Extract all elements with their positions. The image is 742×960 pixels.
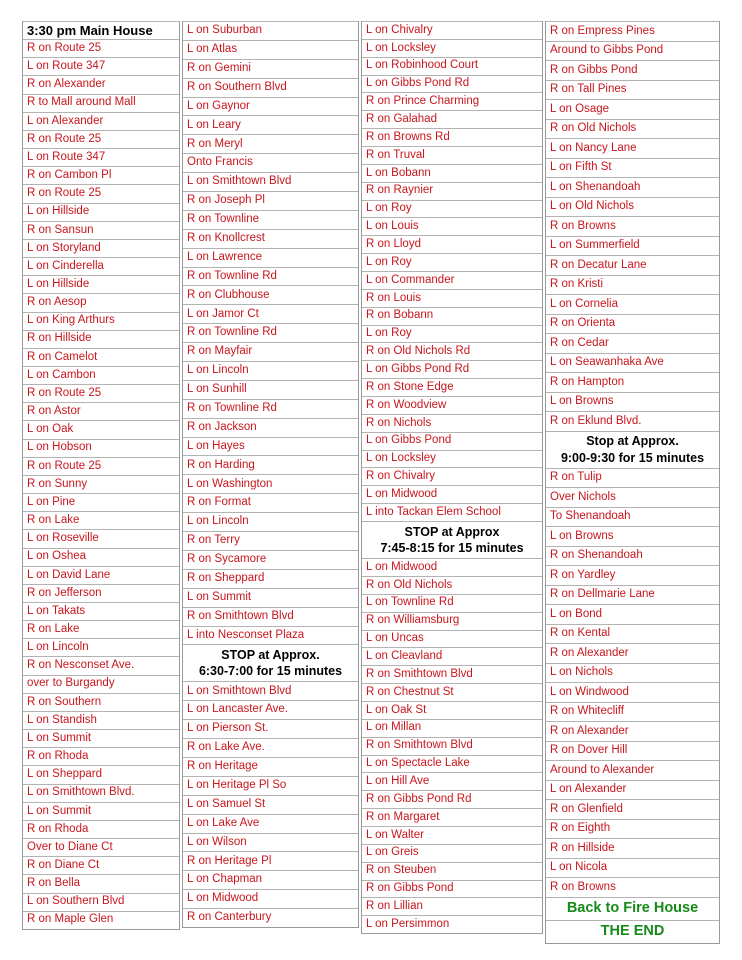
direction-row: R on Joseph Pl <box>183 191 358 210</box>
direction-row: R on Canterbury <box>183 908 358 927</box>
direction-row: R on Decatur Lane <box>546 255 719 275</box>
direction-row: L on Cleavland <box>362 647 542 665</box>
direction-row: over to Burgandy <box>23 675 179 693</box>
direction-row: R on Cedar <box>546 333 719 353</box>
direction-row: L on Browns <box>546 526 719 546</box>
direction-row: R on Old Nichols Rd <box>362 342 542 360</box>
direction-row: L on Lancaster Ave. <box>183 700 358 719</box>
direction-row: R on Eighth <box>546 819 719 839</box>
direction-row: R on Lake <box>23 511 179 529</box>
direction-row: L on Uncas <box>362 630 542 648</box>
direction-row: L on Gibbs Pond <box>362 432 542 450</box>
direction-row: R on Margaret <box>362 808 542 826</box>
direction-row: Onto Francis <box>183 153 358 172</box>
direction-row: L on Takats <box>23 602 179 620</box>
direction-row: L on Route 347 <box>23 148 179 166</box>
direction-row: L on Hobson <box>23 439 179 457</box>
direction-row: R on Whitecliff <box>546 702 719 722</box>
direction-row: R on Route 25 <box>23 39 179 57</box>
direction-row: R on Gibbs Pond Rd <box>362 790 542 808</box>
direction-row: R on Chivalry <box>362 467 542 485</box>
direction-row: R on Yardley <box>546 565 719 585</box>
direction-row: L on Cornelia <box>546 294 719 314</box>
direction-row: R on Harding <box>183 455 358 474</box>
direction-row: L on Lake Ave <box>183 814 358 833</box>
direction-row: R on Mayfair <box>183 342 358 361</box>
direction-row: L on Nicola <box>546 858 719 878</box>
direction-row: Around to Gibbs Pond <box>546 41 719 61</box>
direction-row: R to Mall around Mall <box>23 94 179 112</box>
route-end-label: Back to Fire House <box>546 897 719 920</box>
direction-row: L on Southern Blvd <box>23 893 179 911</box>
stop-notice <box>183 644 358 681</box>
direction-row: R on Empress Pines <box>546 21 719 41</box>
direction-row: R on Astor <box>23 402 179 420</box>
direction-row: L on Louis <box>362 217 542 235</box>
direction-row: R on Old Nichols <box>362 576 542 594</box>
direction-row: L on Browns <box>546 392 719 412</box>
direction-row: R on Steuben <box>362 862 542 880</box>
direction-row: L on Cinderella <box>23 257 179 275</box>
direction-row: R on Townline Rd <box>183 267 358 286</box>
direction-row: L on Summit <box>23 729 179 747</box>
direction-row: L on Oak <box>23 420 179 438</box>
direction-row: L on Route 347 <box>23 57 179 75</box>
direction-row: R on Jackson <box>183 418 358 437</box>
direction-row: R on Hillside <box>546 838 719 858</box>
direction-row: L on King Arthurs <box>23 312 179 330</box>
direction-row: R on Townline <box>183 210 358 229</box>
direction-row: R on Nesconset Ave. <box>23 656 179 674</box>
direction-row: L on Nichols <box>546 663 719 683</box>
direction-row: R on Browns <box>546 216 719 236</box>
direction-row: L on Lincoln <box>23 638 179 656</box>
direction-row: L on Smithtown Blvd <box>183 681 358 700</box>
direction-row: R on Rhoda <box>23 747 179 765</box>
direction-row: L on Alexander <box>546 780 719 800</box>
direction-row: R on Browns Rd <box>362 128 542 146</box>
direction-row: L on Windwood <box>546 682 719 702</box>
direction-row: R on Prince Charming <box>362 92 542 110</box>
direction-row: L on Spectacle Lake <box>362 755 542 773</box>
direction-row: R on Orienta <box>546 314 719 334</box>
direction-row: R on Townline Rd <box>183 399 358 418</box>
direction-row: R on Diane Ct <box>23 856 179 874</box>
direction-row: L on Midwood <box>183 889 358 908</box>
direction-row: R on Cambon Pl <box>23 166 179 184</box>
direction-row: L on Gibbs Pond Rd <box>362 360 542 378</box>
direction-row: L on Cambon <box>23 366 179 384</box>
stop-notice-line2: 6:30-7:00 for 15 minutes <box>198 664 343 679</box>
direction-row: L on David Lane <box>23 566 179 584</box>
direction-row: R on Alexander <box>546 721 719 741</box>
direction-row: L on Chapman <box>183 870 358 889</box>
direction-row: Over Nichols <box>546 487 719 507</box>
direction-row: R on Nichols <box>362 414 542 432</box>
direction-row: R on Gibbs Pond <box>362 880 542 898</box>
direction-row: L on Jamor Ct <box>183 304 358 323</box>
direction-row: R on Route 25 <box>23 184 179 202</box>
direction-row: L on Roy <box>362 200 542 218</box>
direction-row: L on Heritage Pl So <box>183 776 358 795</box>
direction-row: L on Commander <box>362 271 542 289</box>
direction-row: R on Clubhouse <box>183 285 358 304</box>
direction-row: L on Hill Ave <box>362 772 542 790</box>
direction-row: R on Heritage Pl <box>183 851 358 870</box>
stop-notice-line2: 7:45-8:15 for 15 minutes <box>380 541 524 556</box>
direction-row: L on Summit <box>183 588 358 607</box>
direction-row: L on Lawrence <box>183 248 358 267</box>
direction-row: L on Roy <box>362 253 542 271</box>
direction-row: L on Locksley <box>362 39 542 57</box>
direction-row: L on Alexander <box>23 112 179 130</box>
direction-row: R on Lake Ave. <box>183 738 358 757</box>
direction-row: R on Eklund Blvd. <box>546 411 719 431</box>
direction-row: R on Camelot <box>23 348 179 366</box>
direction-row: L on Standish <box>23 711 179 729</box>
direction-row: R on Hampton <box>546 372 719 392</box>
direction-row: R on Gemini <box>183 59 358 78</box>
direction-row: R on Bella <box>23 874 179 892</box>
direction-row: R on Shenandoah <box>546 546 719 566</box>
direction-row: R on Chestnut St <box>362 683 542 701</box>
direction-row: L on Gibbs Pond Rd <box>362 75 542 93</box>
direction-row: R on Lake <box>23 620 179 638</box>
direction-row: R on Tall Pines <box>546 80 719 100</box>
stop-notice-line1: Stop at Approx. <box>586 434 679 449</box>
direction-row: R on Kental <box>546 624 719 644</box>
direction-row: L on Bobann <box>362 164 542 182</box>
direction-row: R on Williamsburg <box>362 612 542 630</box>
direction-row: L on Hayes <box>183 437 358 456</box>
direction-row: L on Roy <box>362 325 542 343</box>
direction-row: L on Sheppard <box>23 765 179 783</box>
direction-row: R on Kristi <box>546 275 719 295</box>
direction-row: R on Raynier <box>362 182 542 200</box>
direction-row: L on Oshea <box>23 548 179 566</box>
direction-row: Around to Alexander <box>546 760 719 780</box>
direction-row: R on Southern <box>23 693 179 711</box>
direction-row: L on Chivalry <box>362 21 542 39</box>
direction-row: L on Midwood <box>362 558 542 576</box>
direction-row: L on Atlas <box>183 40 358 59</box>
direction-row: R on Dover Hill <box>546 741 719 761</box>
direction-row: R on Old Nichols <box>546 119 719 139</box>
direction-row: R on Townline Rd <box>183 323 358 342</box>
direction-row: L on Walter <box>362 826 542 844</box>
direction-row: R on Glenfield <box>546 799 719 819</box>
direction-row: R on Jefferson <box>23 584 179 602</box>
direction-row: L on Hillside <box>23 275 179 293</box>
direction-row: R on Tulip <box>546 468 719 488</box>
direction-row: R on Smithtown Blvd <box>183 607 358 626</box>
stop-notice <box>362 521 542 558</box>
direction-row: L on Fifth St <box>546 158 719 178</box>
direction-row: L on Seawanhaka Ave <box>546 353 719 373</box>
direction-row: R on Route 25 <box>23 384 179 402</box>
direction-row: Over to Diane Ct <box>23 838 179 856</box>
direction-row: L on Smithtown Blvd <box>183 172 358 191</box>
direction-row: R on Lloyd <box>362 235 542 253</box>
direction-row: L on Shenandoah <box>546 177 719 197</box>
direction-row: L on Washington <box>183 474 358 493</box>
direction-row: L on Pierson St. <box>183 719 358 738</box>
route-start-header: 3:30 pm Main House <box>23 21 179 39</box>
direction-row: R on Galahad <box>362 110 542 128</box>
direction-row: R on Smithtown Blvd <box>362 665 542 683</box>
direction-row: R on Sheppard <box>183 569 358 588</box>
stop-notice-line1: STOP at Approx <box>404 524 500 539</box>
direction-row: L on Greis <box>362 844 542 862</box>
direction-row: L on Osage <box>546 99 719 119</box>
direction-row: L into Tackan Elem School <box>362 503 542 521</box>
direction-row: R on Dellmarie Lane <box>546 585 719 605</box>
direction-row: R on Woodview <box>362 396 542 414</box>
direction-row: L into Nesconset Plaza <box>183 626 358 645</box>
direction-row: L on Sunhill <box>183 380 358 399</box>
direction-row: L on Gaynor <box>183 97 358 116</box>
direction-row: L on Samuel St <box>183 795 358 814</box>
direction-row: L on Pine <box>23 493 179 511</box>
direction-row: R on Terry <box>183 531 358 550</box>
direction-row: L on Suburban <box>183 21 358 40</box>
direction-row: R on Aesop <box>23 293 179 311</box>
direction-row: R on Format <box>183 493 358 512</box>
direction-row: R on Bobann <box>362 307 542 325</box>
direction-row: L on Midwood <box>362 485 542 503</box>
direction-row: R on Stone Edge <box>362 378 542 396</box>
route-column-4 <box>545 21 720 944</box>
direction-row: L on Nancy Lane <box>546 138 719 158</box>
direction-row: To Shenandoah <box>546 507 719 527</box>
direction-row: R on Sunny <box>23 475 179 493</box>
direction-row: R on Knollcrest <box>183 229 358 248</box>
direction-row: R on Gibbs Pond <box>546 60 719 80</box>
route-end-label: THE END <box>546 920 719 943</box>
direction-row: R on Maple Glen <box>23 911 179 929</box>
stop-notice-line1: STOP at Approx. <box>221 648 320 663</box>
direction-row: L on Persimmon <box>362 915 542 933</box>
direction-row: R on Heritage <box>183 757 358 776</box>
route-column-1 <box>22 21 180 930</box>
route-column-2 <box>182 21 359 928</box>
direction-row: L on Hillside <box>23 203 179 221</box>
direction-row: R on Route 25 <box>23 130 179 148</box>
direction-row: R on Sansun <box>23 221 179 239</box>
stop-notice-line2: 9:00-9:30 for 15 minutes <box>560 450 705 465</box>
stop-notice <box>546 431 719 468</box>
direction-row: L on Townline Rd <box>362 594 542 612</box>
direction-row: R on Alexander <box>546 643 719 663</box>
direction-row: L on Storyland <box>23 239 179 257</box>
direction-row: R on Smithtown Blvd <box>362 737 542 755</box>
direction-row: R on Hillside <box>23 330 179 348</box>
route-column-3 <box>361 21 543 934</box>
direction-row: R on Meryl <box>183 134 358 153</box>
direction-row: L on Summerfield <box>546 236 719 256</box>
direction-row: L on Wilson <box>183 833 358 852</box>
direction-row: L on Summit <box>23 802 179 820</box>
direction-row: R on Southern Blvd <box>183 78 358 97</box>
direction-row: L on Leary <box>183 115 358 134</box>
direction-row: R on Louis <box>362 289 542 307</box>
direction-row: L on Oak St <box>362 701 542 719</box>
direction-row: R on Sycamore <box>183 550 358 569</box>
direction-row: L on Lincoln <box>183 361 358 380</box>
direction-row: R on Rhoda <box>23 820 179 838</box>
direction-row: R on Browns <box>546 877 719 897</box>
direction-row: L on Old Nichols <box>546 197 719 217</box>
direction-row: R on Truval <box>362 146 542 164</box>
direction-row: L on Robinhood Court <box>362 57 542 75</box>
direction-row: R on Lillian <box>362 897 542 915</box>
direction-row: R on Route 25 <box>23 457 179 475</box>
direction-row: L on Bond <box>546 604 719 624</box>
direction-row: L on Millan <box>362 719 542 737</box>
direction-row: L on Smithtown Blvd. <box>23 784 179 802</box>
direction-row: L on Locksley <box>362 450 542 468</box>
direction-row: L on Lincoln <box>183 512 358 531</box>
direction-row: L on Roseville <box>23 529 179 547</box>
direction-row: R on Alexander <box>23 75 179 93</box>
